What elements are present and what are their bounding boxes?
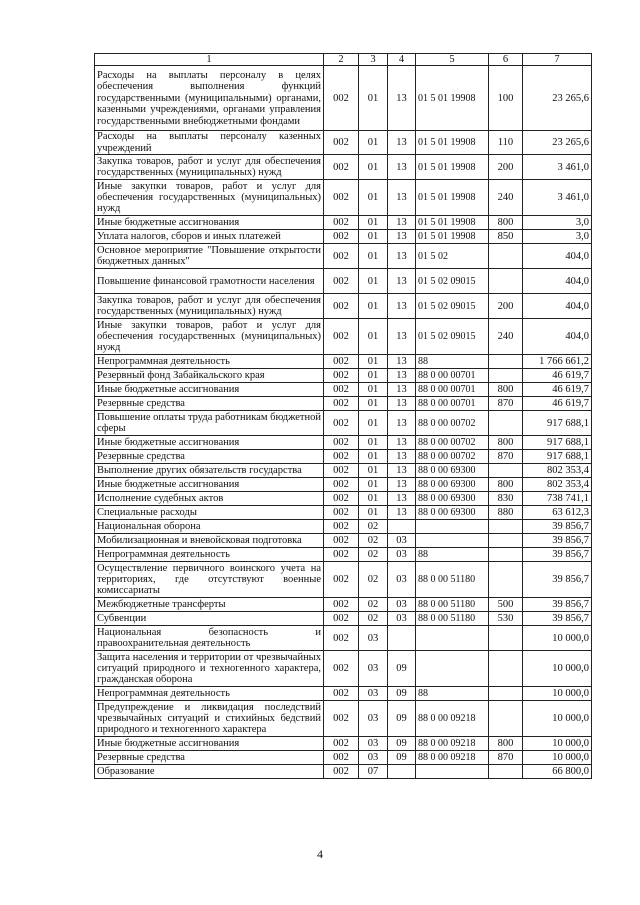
row-section-cell: 01	[359, 216, 388, 230]
table-row	[95, 506, 592, 520]
row-expense-type-cell: 200	[489, 155, 523, 180]
row-amount-cell: 1 766 661,2	[523, 355, 592, 369]
column-header: 2	[324, 54, 359, 66]
row-section-cell: 01	[359, 319, 388, 355]
row-name-cell: Иные бюджетные ассигнования	[95, 383, 324, 397]
table-row	[95, 478, 592, 492]
row-expense-type-cell: 110	[489, 131, 523, 155]
table-row	[95, 651, 592, 687]
row-expense-type-cell: 200	[489, 294, 523, 319]
row-amount-cell: 46 619,7	[523, 383, 592, 397]
row-amount-cell: 3,0	[523, 216, 592, 230]
row-expense-type-cell: 800	[489, 737, 523, 751]
row-section-cell: 01	[359, 411, 388, 436]
row-amount-cell: 917 688,1	[523, 450, 592, 464]
row-section-cell: 01	[359, 269, 388, 294]
row-target-article-cell	[416, 651, 489, 687]
table-row	[95, 492, 592, 506]
row-name-cell: Непрограммная деятельность	[95, 687, 324, 701]
row-section-cell: 02	[359, 520, 388, 534]
row-expense-type-cell: 830	[489, 492, 523, 506]
row-expense-type-cell	[489, 626, 523, 651]
row-grbs-cell: 002	[324, 216, 359, 230]
row-expense-type-cell	[489, 464, 523, 478]
row-grbs-cell: 002	[324, 450, 359, 464]
row-expense-type-cell	[489, 244, 523, 269]
row-name-cell: Резервный фонд Забайкальского края	[95, 369, 324, 383]
row-subsection-cell: 13	[388, 369, 416, 383]
row-subsection-cell: 09	[388, 687, 416, 701]
row-section-cell: 03	[359, 751, 388, 765]
row-amount-cell: 3,0	[523, 230, 592, 244]
row-target-article-cell: 01 5 02 09015	[416, 269, 489, 294]
row-name-cell: Национальная оборона	[95, 520, 324, 534]
row-target-article-cell: 01 5 01 19908	[416, 131, 489, 155]
row-expense-type-cell	[489, 687, 523, 701]
row-amount-cell: 917 688,1	[523, 436, 592, 450]
row-target-article-cell	[416, 534, 489, 548]
row-section-cell: 03	[359, 651, 388, 687]
row-amount-cell: 3 461,0	[523, 180, 592, 216]
row-grbs-cell: 002	[324, 319, 359, 355]
row-name-cell: Уплата налогов, сборов и иных платежей	[95, 230, 324, 244]
row-expense-type-cell	[489, 355, 523, 369]
row-target-article-cell: 88 0 00 69300	[416, 506, 489, 520]
row-name-cell: Национальная безопасность и правоохранительная деятельность	[95, 626, 324, 651]
row-section-cell: 01	[359, 180, 388, 216]
table-row	[95, 737, 592, 751]
row-name-cell: Закупка товаров, работ и услуг для обеспечения государственных (муниципальных) нужд	[95, 294, 324, 319]
row-name-cell: Расходы на выплаты персоналу казенных учреждений	[95, 131, 324, 155]
row-subsection-cell	[388, 626, 416, 651]
row-subsection-cell: 13	[388, 230, 416, 244]
row-grbs-cell: 002	[324, 397, 359, 411]
table-row	[95, 520, 592, 534]
row-expense-type-cell: 800	[489, 478, 523, 492]
row-section-cell: 01	[359, 478, 388, 492]
row-target-article-cell: 01 5 02	[416, 244, 489, 269]
row-grbs-cell: 002	[324, 751, 359, 765]
column-header: 5	[416, 54, 489, 66]
row-subsection-cell: 09	[388, 737, 416, 751]
row-section-cell: 03	[359, 626, 388, 651]
table-row	[95, 180, 592, 216]
row-grbs-cell: 002	[324, 464, 359, 478]
row-section-cell: 03	[359, 701, 388, 737]
column-header: 4	[388, 54, 416, 66]
row-section-cell: 03	[359, 737, 388, 751]
row-subsection-cell: 13	[388, 411, 416, 436]
row-amount-cell: 63 612,3	[523, 506, 592, 520]
row-subsection-cell: 13	[388, 478, 416, 492]
row-expense-type-cell: 870	[489, 450, 523, 464]
table-row	[95, 355, 592, 369]
row-grbs-cell: 002	[324, 534, 359, 548]
table-row	[95, 701, 592, 737]
row-grbs-cell: 002	[324, 369, 359, 383]
row-grbs-cell: 002	[324, 294, 359, 319]
row-grbs-cell: 002	[324, 66, 359, 131]
row-subsection-cell: 03	[388, 612, 416, 626]
row-target-article-cell: 01 5 01 19908	[416, 216, 489, 230]
row-amount-cell: 39 856,7	[523, 534, 592, 548]
row-subsection-cell: 13	[388, 383, 416, 397]
row-grbs-cell: 002	[324, 383, 359, 397]
row-amount-cell: 66 800,0	[523, 765, 592, 779]
row-grbs-cell: 002	[324, 612, 359, 626]
table-row	[95, 230, 592, 244]
row-target-article-cell: 88 0 00 09218	[416, 751, 489, 765]
row-grbs-cell: 002	[324, 355, 359, 369]
row-grbs-cell: 002	[324, 131, 359, 155]
row-grbs-cell: 002	[324, 269, 359, 294]
row-subsection-cell: 13	[388, 244, 416, 269]
row-amount-cell: 3 461,0	[523, 155, 592, 180]
row-expense-type-cell: 800	[489, 436, 523, 450]
row-target-article-cell: 88 0 00 09218	[416, 701, 489, 737]
table-row	[95, 450, 592, 464]
row-section-cell: 01	[359, 66, 388, 131]
row-subsection-cell	[388, 520, 416, 534]
row-amount-cell: 46 619,7	[523, 397, 592, 411]
row-grbs-cell: 002	[324, 626, 359, 651]
row-subsection-cell: 09	[388, 751, 416, 765]
row-expense-type-cell	[489, 701, 523, 737]
row-subsection-cell: 13	[388, 436, 416, 450]
row-amount-cell: 10 000,0	[523, 737, 592, 751]
column-header: 1	[95, 54, 324, 66]
row-subsection-cell: 13	[388, 155, 416, 180]
row-section-cell: 07	[359, 765, 388, 779]
row-subsection-cell: 03	[388, 548, 416, 562]
table-row	[95, 397, 592, 411]
row-section-cell: 01	[359, 436, 388, 450]
row-amount-cell: 404,0	[523, 244, 592, 269]
row-target-article-cell: 88 0 00 00702	[416, 436, 489, 450]
row-amount-cell: 23 265,6	[523, 131, 592, 155]
row-amount-cell: 10 000,0	[523, 687, 592, 701]
row-name-cell: Иные бюджетные ассигнования	[95, 737, 324, 751]
row-target-article-cell: 88 0 00 09218	[416, 737, 489, 751]
row-grbs-cell: 002	[324, 687, 359, 701]
row-target-article-cell: 88 0 00 69300	[416, 492, 489, 506]
row-expense-type-cell	[489, 269, 523, 294]
row-section-cell: 01	[359, 464, 388, 478]
row-name-cell: Расходы на выплаты персоналу в целях обеспечения выполнения функций государственными (муниципальными) органами, казенными учреждениями, органами управления государственными внебюджетными фондами	[95, 66, 324, 131]
row-target-article-cell	[416, 520, 489, 534]
row-target-article-cell: 88	[416, 355, 489, 369]
row-target-article-cell: 88 0 00 00702	[416, 450, 489, 464]
row-target-article-cell: 01 5 02 09015	[416, 319, 489, 355]
row-section-cell: 01	[359, 397, 388, 411]
row-amount-cell: 802 353,4	[523, 464, 592, 478]
row-grbs-cell: 002	[324, 506, 359, 520]
table-row	[95, 319, 592, 355]
row-amount-cell: 10 000,0	[523, 651, 592, 687]
row-section-cell: 01	[359, 492, 388, 506]
row-grbs-cell: 002	[324, 411, 359, 436]
row-subsection-cell: 13	[388, 506, 416, 520]
row-section-cell: 01	[359, 155, 388, 180]
row-grbs-cell: 002	[324, 598, 359, 612]
table-row	[95, 598, 592, 612]
row-grbs-cell: 002	[324, 562, 359, 598]
row-subsection-cell: 03	[388, 562, 416, 598]
row-grbs-cell: 002	[324, 478, 359, 492]
row-section-cell: 01	[359, 355, 388, 369]
row-target-article-cell	[416, 626, 489, 651]
row-subsection-cell: 13	[388, 269, 416, 294]
row-subsection-cell: 13	[388, 131, 416, 155]
row-expense-type-cell: 800	[489, 216, 523, 230]
row-name-cell: Выполнение других обязательств государства	[95, 464, 324, 478]
row-section-cell: 02	[359, 548, 388, 562]
row-subsection-cell: 13	[388, 450, 416, 464]
row-target-article-cell: 88 0 00 00701	[416, 397, 489, 411]
row-name-cell: Иные бюджетные ассигнования	[95, 216, 324, 230]
row-expense-type-cell	[489, 520, 523, 534]
page-number: 4	[317, 847, 323, 861]
row-target-article-cell: 88 0 00 00701	[416, 383, 489, 397]
table-row	[95, 244, 592, 269]
row-name-cell: Иные закупки товаров, работ и услуг для обеспечения государственных (муниципальных) нужд	[95, 319, 324, 355]
row-expense-type-cell: 800	[489, 383, 523, 397]
row-name-cell: Осуществление первичного воинского учета на территориях, где отсутствуют военные комиссариаты	[95, 562, 324, 598]
row-amount-cell: 10 000,0	[523, 626, 592, 651]
row-section-cell: 01	[359, 294, 388, 319]
row-amount-cell: 39 856,7	[523, 612, 592, 626]
row-target-article-cell: 88 0 00 00701	[416, 369, 489, 383]
row-amount-cell: 802 353,4	[523, 478, 592, 492]
table-row	[95, 66, 592, 131]
row-expense-type-cell: 880	[489, 506, 523, 520]
row-expense-type-cell: 240	[489, 180, 523, 216]
row-target-article-cell: 88 0 00 51180	[416, 612, 489, 626]
table-header-row	[95, 54, 592, 66]
row-section-cell: 01	[359, 131, 388, 155]
row-section-cell: 02	[359, 598, 388, 612]
row-section-cell: 01	[359, 450, 388, 464]
row-subsection-cell: 13	[388, 355, 416, 369]
row-section-cell: 01	[359, 244, 388, 269]
row-grbs-cell: 002	[324, 244, 359, 269]
row-subsection-cell: 03	[388, 598, 416, 612]
row-grbs-cell: 002	[324, 436, 359, 450]
row-section-cell: 02	[359, 562, 388, 598]
row-name-cell: Повышение финансовой грамотности населения	[95, 269, 324, 294]
row-section-cell: 01	[359, 506, 388, 520]
row-expense-type-cell: 870	[489, 751, 523, 765]
row-subsection-cell: 13	[388, 464, 416, 478]
row-target-article-cell: 88 0 00 69300	[416, 464, 489, 478]
row-target-article-cell: 01 5 01 19908	[416, 66, 489, 131]
table-row	[95, 436, 592, 450]
row-section-cell: 02	[359, 612, 388, 626]
row-expense-type-cell	[489, 548, 523, 562]
table-row	[95, 383, 592, 397]
row-subsection-cell	[388, 765, 416, 779]
budget-table	[94, 53, 592, 779]
row-expense-type-cell	[489, 411, 523, 436]
row-subsection-cell: 09	[388, 701, 416, 737]
row-name-cell: Основное мероприятие "Повышение открытости бюджетных данных"	[95, 244, 324, 269]
table-row	[95, 269, 592, 294]
row-subsection-cell: 13	[388, 492, 416, 506]
row-amount-cell: 917 688,1	[523, 411, 592, 436]
row-name-cell: Резервные средства	[95, 450, 324, 464]
row-name-cell: Иные бюджетные ассигнования	[95, 436, 324, 450]
row-name-cell: Непрограммная деятельность	[95, 355, 324, 369]
row-amount-cell: 404,0	[523, 319, 592, 355]
row-name-cell: Субвенции	[95, 612, 324, 626]
row-name-cell: Резервные средства	[95, 751, 324, 765]
row-name-cell: Иные бюджетные ассигнования	[95, 478, 324, 492]
row-amount-cell: 404,0	[523, 294, 592, 319]
row-expense-type-cell	[489, 562, 523, 598]
row-grbs-cell: 002	[324, 651, 359, 687]
row-expense-type-cell: 870	[489, 397, 523, 411]
row-name-cell: Мобилизационная и вневойсковая подготовка	[95, 534, 324, 548]
row-amount-cell: 39 856,7	[523, 598, 592, 612]
row-target-article-cell: 01 5 01 19908	[416, 180, 489, 216]
row-name-cell: Резервные средства	[95, 397, 324, 411]
row-name-cell: Защита населения и территории от чрезвычайных ситуаций природного и техногенного характера, гражданская оборона	[95, 651, 324, 687]
table-row	[95, 751, 592, 765]
row-section-cell: 01	[359, 230, 388, 244]
row-name-cell: Исполнение судебных актов	[95, 492, 324, 506]
row-target-article-cell: 88 0 00 51180	[416, 598, 489, 612]
row-amount-cell: 39 856,7	[523, 520, 592, 534]
row-expense-type-cell: 850	[489, 230, 523, 244]
row-subsection-cell: 13	[388, 180, 416, 216]
row-grbs-cell: 002	[324, 155, 359, 180]
row-name-cell: Повышение оплаты труда работникам бюджетной сферы	[95, 411, 324, 436]
table-row	[95, 369, 592, 383]
row-amount-cell: 738 741,1	[523, 492, 592, 506]
row-amount-cell: 10 000,0	[523, 751, 592, 765]
row-target-article-cell: 01 5 01 19908	[416, 230, 489, 244]
row-expense-type-cell	[489, 765, 523, 779]
row-expense-type-cell: 530	[489, 612, 523, 626]
row-subsection-cell: 09	[388, 651, 416, 687]
row-amount-cell: 10 000,0	[523, 701, 592, 737]
row-subsection-cell: 03	[388, 534, 416, 548]
row-grbs-cell: 002	[324, 737, 359, 751]
table-row	[95, 294, 592, 319]
row-expense-type-cell: 500	[489, 598, 523, 612]
column-header: 6	[489, 54, 523, 66]
row-target-article-cell: 01 5 02 09015	[416, 294, 489, 319]
row-expense-type-cell	[489, 651, 523, 687]
row-grbs-cell: 002	[324, 230, 359, 244]
row-name-cell: Межбюджетные трансферты	[95, 598, 324, 612]
table-row	[95, 612, 592, 626]
table-row	[95, 765, 592, 779]
table-row	[95, 155, 592, 180]
row-subsection-cell: 13	[388, 66, 416, 131]
row-grbs-cell: 002	[324, 520, 359, 534]
row-section-cell: 01	[359, 369, 388, 383]
row-expense-type-cell: 100	[489, 66, 523, 131]
table-row	[95, 548, 592, 562]
row-name-cell: Иные закупки товаров, работ и услуг для обеспечения государственных (муниципальных) нужд	[95, 180, 324, 216]
row-name-cell: Непрограммная деятельность	[95, 548, 324, 562]
row-section-cell: 03	[359, 687, 388, 701]
row-subsection-cell: 13	[388, 319, 416, 355]
row-name-cell: Закупка товаров, работ и услуг для обеспечения государственных (муниципальных) нужд	[95, 155, 324, 180]
table-row	[95, 687, 592, 701]
row-section-cell: 02	[359, 534, 388, 548]
row-amount-cell: 404,0	[523, 269, 592, 294]
row-section-cell: 01	[359, 383, 388, 397]
table-body	[95, 66, 592, 779]
row-expense-type-cell	[489, 534, 523, 548]
row-subsection-cell: 13	[388, 397, 416, 411]
column-header: 7	[523, 54, 592, 66]
row-expense-type-cell	[489, 369, 523, 383]
row-subsection-cell: 13	[388, 216, 416, 230]
row-amount-cell: 39 856,7	[523, 548, 592, 562]
table-row	[95, 411, 592, 436]
row-target-article-cell: 01 5 01 19908	[416, 155, 489, 180]
row-amount-cell: 39 856,7	[523, 562, 592, 598]
row-name-cell: Образование	[95, 765, 324, 779]
row-grbs-cell: 002	[324, 765, 359, 779]
table-row	[95, 464, 592, 478]
row-name-cell: Предупреждение и ликвидация последствий чрезвычайных ситуаций и стихийных бедствий природного и техногенного характера	[95, 701, 324, 737]
row-amount-cell: 23 265,6	[523, 66, 592, 131]
row-target-article-cell: 88 0 00 00702	[416, 411, 489, 436]
table-row	[95, 626, 592, 651]
row-name-cell: Специальные расходы	[95, 506, 324, 520]
row-grbs-cell: 002	[324, 180, 359, 216]
row-target-article-cell: 88 0 00 69300	[416, 478, 489, 492]
row-target-article-cell: 88	[416, 548, 489, 562]
row-expense-type-cell: 240	[489, 319, 523, 355]
row-grbs-cell: 002	[324, 701, 359, 737]
row-target-article-cell: 88 0 00 51180	[416, 562, 489, 598]
row-grbs-cell: 002	[324, 492, 359, 506]
table-row	[95, 562, 592, 598]
table-row	[95, 216, 592, 230]
table-row	[95, 534, 592, 548]
row-amount-cell: 46 619,7	[523, 369, 592, 383]
row-target-article-cell: 88	[416, 687, 489, 701]
column-header: 3	[359, 54, 388, 66]
table-row	[95, 131, 592, 155]
row-subsection-cell: 13	[388, 294, 416, 319]
row-grbs-cell: 002	[324, 548, 359, 562]
row-target-article-cell	[416, 765, 489, 779]
